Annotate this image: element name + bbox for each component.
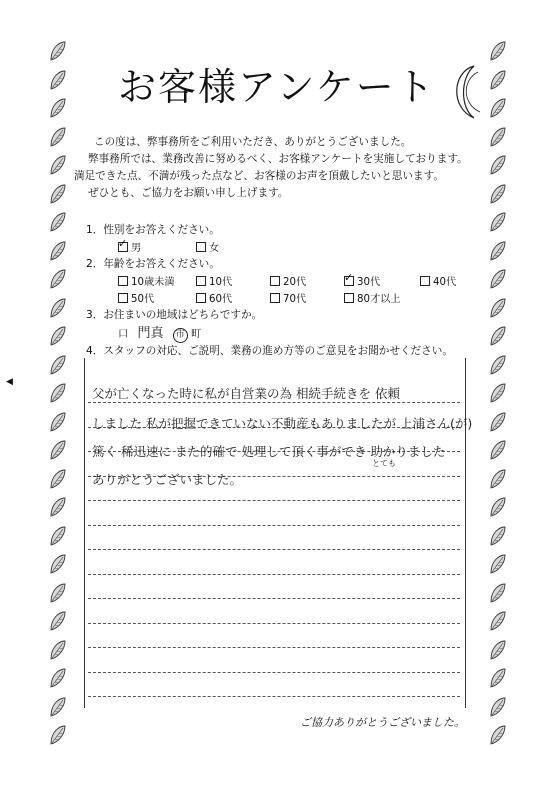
intro-line: 弊事務所では、業務改善に努めるべく、お客様アンケートを実施しております。 (88, 153, 468, 165)
leaf-ornament-icon (489, 40, 507, 62)
option-age[interactable] (344, 290, 401, 305)
leaf-ornament-icon (489, 439, 507, 461)
checkbox-age[interactable] (270, 293, 280, 303)
leaf-ornament-icon (49, 696, 67, 718)
option-label: 20代 (283, 277, 307, 288)
comment-line-2: しました 私が把握できていない不動産もありましたが 上浦さん(が) (92, 416, 473, 431)
option-label: 70代 (283, 294, 307, 305)
leaf-ornament-icon (489, 468, 507, 490)
option-age[interactable] (344, 273, 380, 288)
leaf-ornament-icon (489, 126, 507, 148)
leaf-ornament-icon (489, 724, 507, 746)
leaf-ornament-icon (49, 724, 67, 746)
checkbox-age[interactable] (196, 276, 206, 286)
leaf-ornament-icon (49, 525, 67, 547)
writing-line (88, 672, 460, 673)
option-label: 男 (131, 243, 142, 254)
writing-line (88, 525, 460, 526)
left-leaf-border (47, 40, 69, 760)
comment-area[interactable] (84, 358, 466, 708)
writing-line (88, 574, 460, 575)
leaf-ornament-icon (49, 240, 67, 262)
option-age[interactable] (196, 273, 232, 288)
leaf-ornament-icon (49, 297, 67, 319)
option-label: 女 (209, 243, 220, 254)
intro-text (74, 134, 468, 202)
leaf-ornament-icon (49, 183, 67, 205)
checkbox-age[interactable] (344, 293, 354, 303)
leaf-ornament-icon (489, 610, 507, 632)
comment-line-4: ありがとうございました。 (92, 472, 243, 487)
comment-line-1: 父が亡くなった時に私が自営業の為 相続手続きを 依頼 (92, 386, 400, 401)
comment-line-3: 篤く 稀迅速に また的確で 処理して頂く事ができ 助かりました (92, 444, 446, 459)
option-male[interactable] (118, 239, 141, 254)
leaf-ornament-icon (49, 582, 67, 604)
leaf-ornament-icon (49, 439, 67, 461)
leaf-ornament-icon (489, 268, 507, 290)
leaf-ornament-icon (489, 639, 507, 661)
leaf-ornament-icon (489, 582, 507, 604)
leaf-ornament-icon (49, 126, 67, 148)
option-age[interactable] (270, 290, 306, 305)
leaf-ornament-icon (489, 525, 507, 547)
question-comments: 4．スタッフの対応、ご説明、業務の進め方等のご意見をお聞かせください。 (86, 345, 453, 357)
leaf-ornament-icon (489, 553, 507, 575)
writing-line (88, 598, 460, 599)
leaf-ornament-icon (49, 667, 67, 689)
leaf-ornament-icon (489, 325, 507, 347)
option-female[interactable] (196, 239, 219, 254)
checkbox-age[interactable] (344, 276, 354, 286)
question-region: 3．お住まいの地域はどちらですか。 (86, 309, 263, 321)
writing-line (88, 549, 460, 550)
question-gender: 1．性別をお答えください。 (86, 224, 220, 236)
region-city-handwritten: 門真 (137, 326, 164, 341)
option-age[interactable] (270, 273, 306, 288)
leaf-ornament-icon (489, 496, 507, 518)
right-leaf-border (487, 40, 509, 760)
leaf-ornament-icon (489, 354, 507, 376)
leaf-ornament-icon (49, 496, 67, 518)
checkbox-age[interactable] (270, 276, 280, 286)
leaf-ornament-icon (489, 696, 507, 718)
option-label: 10歳未満 (131, 277, 175, 288)
leaf-ornament-icon (49, 268, 67, 290)
writing-line (88, 623, 460, 624)
leaf-ornament-icon (489, 382, 507, 404)
region-prefix: 口 (118, 329, 129, 340)
writing-line (88, 500, 460, 501)
leaf-ornament-icon (49, 211, 67, 233)
crescent-moon-icon (444, 62, 490, 122)
leaf-ornament-icon (489, 411, 507, 433)
leaf-ornament-icon (49, 468, 67, 490)
leaf-ornament-icon (49, 639, 67, 661)
leaf-ornament-icon (489, 297, 507, 319)
comment-insert-note: とても (372, 459, 396, 468)
checkbox-age[interactable] (118, 276, 128, 286)
option-age[interactable] (420, 273, 456, 288)
intro-line: この度は、弊事務所をご利用いただき、ありがとうございました。 (94, 136, 412, 148)
leaf-ornament-icon (49, 382, 67, 404)
checkbox-male[interactable] (118, 242, 128, 252)
survey-title: お客様アンケート (118, 65, 436, 109)
leaf-ornament-icon (49, 354, 67, 376)
option-label: 30代 (357, 277, 381, 288)
checkbox-age[interactable] (118, 293, 128, 303)
intro-line: ぜひとも、ご協力をお願い申し上げます。 (88, 187, 289, 199)
leaf-ornament-icon (489, 154, 507, 176)
checkbox-age[interactable] (420, 276, 430, 286)
leaf-ornament-icon (489, 240, 507, 262)
leaf-ornament-icon (489, 183, 507, 205)
thank-you-footer: ご協力ありがとうございました。 (300, 716, 465, 729)
writing-line (88, 647, 460, 648)
writing-line (88, 402, 460, 403)
writing-line (88, 696, 460, 697)
city-circled-mark: 市 (173, 328, 188, 343)
option-label: 60代 (209, 294, 233, 305)
leaf-ornament-icon (49, 553, 67, 575)
leaf-ornament-icon (49, 154, 67, 176)
leaf-ornament-icon (489, 69, 507, 91)
region-town-label: 町 (190, 329, 202, 340)
question-age: 2．年齢をお答えください。 (86, 258, 220, 270)
option-label: 10代 (209, 277, 233, 288)
checkbox-female[interactable] (196, 242, 206, 252)
leaf-ornament-icon (49, 411, 67, 433)
option-label: 40代 (433, 277, 457, 288)
page-marker-icon: ◀ (6, 377, 13, 387)
option-age[interactable] (118, 273, 175, 288)
option-label: 80才以上 (357, 294, 401, 305)
option-age[interactable] (118, 290, 154, 305)
leaf-ornament-icon (49, 69, 67, 91)
leaf-ornament-icon (49, 40, 67, 62)
leaf-ornament-icon (49, 325, 67, 347)
region-answer[interactable] (118, 322, 201, 343)
leaf-ornament-icon (489, 211, 507, 233)
checkbox-age[interactable] (196, 293, 206, 303)
leaf-ornament-icon (489, 667, 507, 689)
option-age[interactable] (196, 290, 232, 305)
leaf-ornament-icon (49, 610, 67, 632)
option-label: 50代 (131, 294, 155, 305)
leaf-ornament-icon (49, 97, 67, 119)
intro-line: 満足できた点、不満が残った点など、お客様のお声を頂戴したいと思います。 (74, 170, 444, 182)
leaf-ornament-icon (489, 97, 507, 119)
